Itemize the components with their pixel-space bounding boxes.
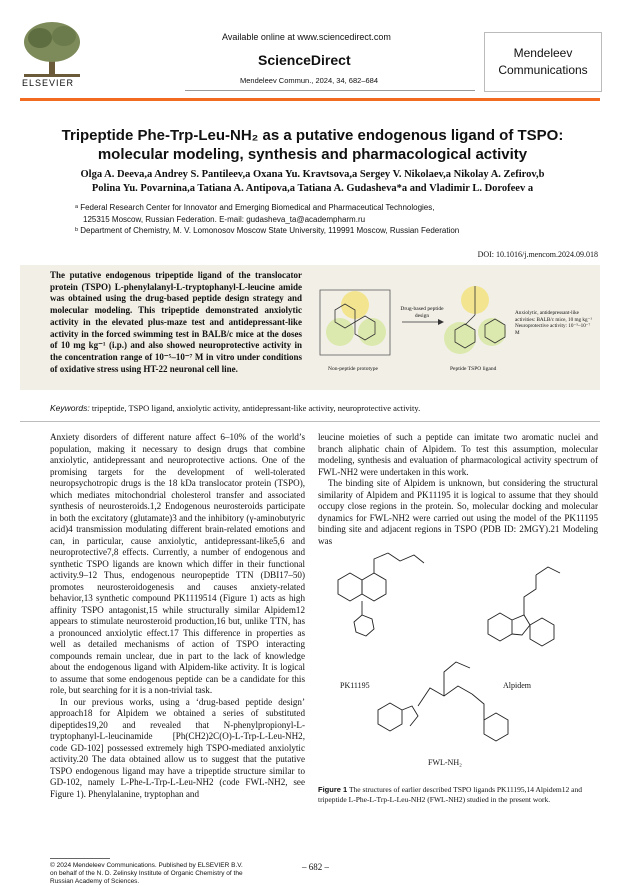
body-right-column [318,432,598,547]
footer-line2: on behalf of the N. D. Zelinsky Institute of Organic Chemistry of the [50,870,243,877]
article-title [40,126,585,164]
graphic-left-label: Non-peptide prototype [328,366,378,372]
journal-name-box [484,32,602,92]
keywords-text: tripeptide, TSPO ligand, anxiolytic activity, antidepressant-like activity, neuroprotective activity. [91,403,421,413]
page-number: – 682 – [302,862,329,872]
alpidem-structure [488,567,560,646]
alpidem-label: Alpidem [503,681,531,690]
fwl-nh2-label: FWL-NH₂ [428,758,462,767]
fwl-nh2-structure [378,662,508,741]
keywords-divider [20,421,600,422]
affiliation-a-line2: 125315 Moscow, Russian Federation. E-mail: gudasheva_ta@academpharm.ru [83,214,366,224]
author-list [50,168,575,196]
journal-name-line2: Communications [498,63,588,77]
figure-1-caption [318,785,598,804]
affiliation-b: ᵇ Department of Chemistry, M. V. Lomonosov Moscow State University, 119991 Moscow, Russian Federation [75,226,460,235]
body-paragraph: Anxiety disorders of different nature affect 6–10% of the world’s population, making it necessary to design drugs that combine anxiolytic, antidepressant and neuroprotective actions. One of the promising targets for the development of well-tolerated neuropsychotropic drugs is the 18 kDa translocator protein (TSPO), which mediates mitochondrial cholesterol transfer and associated synthesis of neurosteroids.1,2 Endogenous neurosteroids participate in both the excitatory (glutamate)3 and the inhibitory (γ-aminobutyric acid)4 transmission modulating different brain-related emotions and can, in particular, cause anxiolytic, antidepressant-like5,6 and neuroprotective7,8 effects. Currently, a number of endogenous and synthetic TSPO ligands are known which differ in their functional activity.9–12 Thus, endogenous neuropeptide TTN (DBI17–50) promotes neurosteroidogenesis and causes anxiety-related behavior,13 synthetic compound PK1119514 (Figure 1) acts as high affinity TSPO antagonist,15 while structurally similar Alpidem12 appears to stimulate neurosteroid production,16 but, unlike TTN, has a pronounced anxiolytic effect.17 This difference in properties as well as detailed mechanisms of action of TSPO interacting compounds remain unclear, due in part to the lack of knowledge about the endogenous ligand with Alpidem-like activity. It is logical to assume that some endogenous peptide can be a candidate for this role, but searching for it is a non-trivial task. [50,432,305,695]
body-left-column [50,432,305,800]
caption-label: Figure 1 [318,785,348,794]
abstract-text: The putative endogenous tripeptide ligand of the translocator protein (TSPO) L-phenylalanyl-L-tryptophanyl-L-leucine amide was obtained using the drug-based peptide design strategy and molecular modeling. This tripeptide demonstrated anxiolytic activity in the elevated plus-maze test and antidepressant-like activity in the forced swimming test in BALB/c mice at the doses of 10 mg kg⁻¹ (i.p.) and also showed neuroprotective activity in the concentration range of 10⁻⁵–10⁻⁷ M in vitro under conditions of oxidative stress using HT-22 neuronal cell line. [50,270,302,374]
keywords-label: Keywords: [50,403,90,413]
graphical-abstract [310,270,595,385]
caption-text: The structures of earlier described TSPO ligands PK11195,14 Alpidem12 and tripeptide L-Phe-L-Trp-L-Leu-NH2 (FWL-NH2) studied in the present work. [318,785,582,804]
journal-citation: Mendeleev Commun., 2024, 34, 682–684 [240,76,379,85]
affiliations [75,203,595,238]
body-paragraph: In our previous works, using a ‘drug-based peptide design’ approach18 for Alpidem we obtained a series of substituted dipeptides19,20 and revealed that N-phenylpropionyl-L-tryptophanyl-L-leucinamide [Ph(CH2)2C(O)-L-Trp-L-Leu-NH2, code GD-102] possessed extremely high TSPO-mediated anxiolytic activity.20 The data obtained allow us to suggest that the putative TSPO endogenous ligand may have a tripeptide structure similar to GD-102, namely L-Phe-L-Trp-L-Leu-NH2 (code FWL-NH2, see Figure 1). Phenylalanine, tryptophan and [50,696,305,799]
copyright-footer [50,862,300,886]
body-paragraph: The binding site of Alpidem is unknown, but considering the structural similarity of Alpidem and PK11195 it is logical to assume that they should occupy close regions in the protein. So, molecular docking and molecular dynamics for FWL-NH2 were carried out using the model of the PK11195 binding site and adjacent regions in TSPO (PDB ID: 2MGY).21 Modeling was [318,478,598,546]
doi-link[interactable]: DOI: 10.1016/j.mencom.2024.09.018 [477,250,598,259]
header-divider [185,90,475,91]
pk11195-label: PK11195 [340,681,370,690]
graphic-activity-note: Anxiolytic, antidepressant-like activities: BALB/c mice, 10 mg kg⁻¹ Neuroprotective activity: 10⁻⁵–10⁻⁷ M [515,310,592,336]
footer-divider [50,858,110,859]
footer-line3: Russian Academy of Sciences. [50,878,140,885]
title-line1: Tripeptide Phe-Trp-Leu-NH₂ as a putative endogenous ligand of TSPO: [61,127,564,144]
title-line2: molecular modeling, synthesis and pharmacological activity [97,146,528,163]
header-rule [20,98,600,101]
graphic-arrow-label: Drug-based peptide design [400,306,444,319]
available-online[interactable]: Available online at www.sciencedirect.com [222,32,391,42]
authors-line2: Polina Yu. Povarnina,a Tatiana A. Antipova,a Tatiana A. Gudasheva*a and Vladimir L. Dorofeev a [91,183,534,194]
publisher-name: ELSEVIER [22,78,75,88]
footer-line1: © 2024 Mendeleev Communications. Published by ELSEVIER B.V. [50,862,243,869]
affiliation-a-line1: ᵃ Federal Research Center for Innovator and Emerging Biomedical and Pharmaceutical Technologies, [75,203,435,212]
sciencedirect-title: ScienceDirect [258,52,351,68]
keywords [50,403,600,413]
authors-line1: Olga A. Deeva,a Andrey S. Pantileev,a Oxana Yu. Kravtsova,a Sergey V. Nikolaev,a Nikolay A. Zefirov,b [80,169,545,180]
body-paragraph: leucine moieties of such a peptide can imitate two aromatic nuclei and branch aliphatic chain of Alpidem. To test this assumption, molecular modeling, synthesis and evaluation of pharmacological activity spectrum of FWL-NH2 were undertaken in this work. [318,432,598,477]
pk11195-structure [338,553,424,636]
graphic-right-label: Peptide TSPO ligand [450,366,497,372]
journal-name-line1: Mendeleev [513,46,573,60]
figure-1-structures [318,540,598,780]
